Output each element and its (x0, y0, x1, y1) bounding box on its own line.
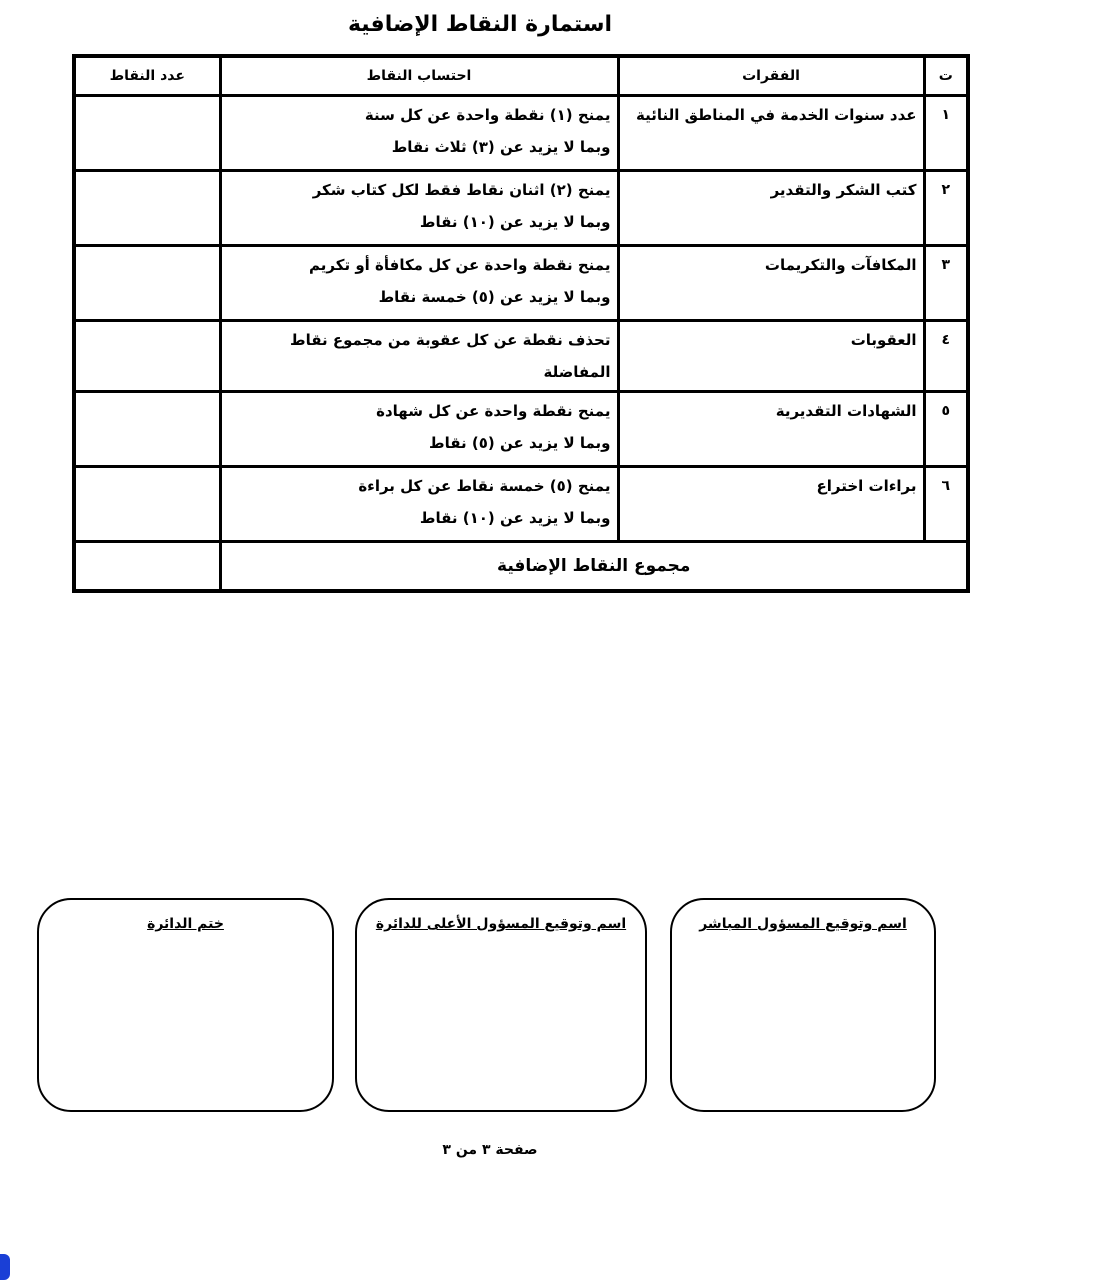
row-item: المكافآت والتكريمات (618, 246, 924, 321)
senior-official-label: اسم وتوقيع المسؤول الأعلى للدائرة (375, 916, 627, 932)
row-item: الشهادات التقديرية (618, 392, 924, 467)
senior-official-signature-box[interactable] (355, 898, 647, 1112)
corner-mark-icon (0, 1254, 10, 1280)
table-row (74, 392, 968, 467)
calc-line-1: يمنح (٢) اثنان نقاط فقط لكل كتاب شكر (312, 181, 611, 199)
row-index: ٥ (924, 392, 968, 467)
header-calculation: احتساب النقاط (220, 56, 618, 96)
calc-line-1: يمنح (٥) خمسة نقاط عن كل براءة (358, 477, 611, 495)
row-item: عدد سنوات الخدمة في المناطق النائية (618, 96, 924, 171)
total-label: مجموع النقاط الإضافية (220, 542, 968, 592)
row-item: العقوبات (618, 321, 924, 392)
row-index: ٣ (924, 246, 968, 321)
header-points: عدد النقاط (74, 56, 220, 96)
row-points-cell[interactable] (74, 246, 220, 321)
direct-manager-label: اسم وتوقيع المسؤول المباشر (699, 916, 907, 932)
calc-line-2: وبما لا يزيد عن (١٠) نقاط (419, 213, 611, 231)
row-calculation (220, 171, 618, 246)
row-calculation (220, 96, 618, 171)
row-points-cell[interactable] (74, 171, 220, 246)
calc-line-1: تحذف نقطة عن كل عقوبة من مجموع نقاط المفاضلة (290, 331, 611, 381)
table-row (74, 321, 968, 392)
table-row (74, 246, 968, 321)
calc-line-1: يمنح نقطة واحدة عن كل شهادة (376, 402, 611, 420)
table-row (74, 171, 968, 246)
row-calculation (220, 246, 618, 321)
department-stamp-label: ختم الدائرة (147, 916, 224, 932)
form-title: استمارة النقاط الإضافية (347, 12, 613, 37)
page-number: صفحة ٣ من ٣ (442, 1142, 538, 1158)
header-index: ت (924, 56, 968, 96)
row-item: براءات اختراع (618, 467, 924, 542)
calc-line-2: وبما لا يزيد عن (٥) نقاط (429, 434, 611, 452)
row-points-cell[interactable] (74, 96, 220, 171)
calc-line-1: يمنح (١) نقطة واحدة عن كل سنة (364, 106, 611, 124)
table-row (74, 467, 968, 542)
row-points-cell[interactable] (74, 392, 220, 467)
extra-points-table (72, 54, 970, 593)
total-value-cell[interactable] (74, 542, 220, 592)
row-index: ٢ (924, 171, 968, 246)
direct-manager-signature-box[interactable] (670, 898, 936, 1112)
calc-line-2: وبما لا يزيد عن (٥) خمسة نقاط (378, 288, 611, 306)
row-calculation (220, 321, 618, 392)
header-item: الفقرات (618, 56, 924, 96)
row-calculation (220, 392, 618, 467)
table-header-row (74, 56, 968, 96)
row-index: ٤ (924, 321, 968, 392)
department-stamp-box[interactable] (37, 898, 334, 1112)
calc-line-1: يمنح نقطة واحدة عن كل مكافأة أو تكريم (309, 256, 611, 274)
calc-line-2: وبما لا يزيد عن (١٠) نقاط (419, 509, 611, 527)
row-item: كتب الشكر والتقدير (618, 171, 924, 246)
table-row (74, 96, 968, 171)
row-points-cell[interactable] (74, 467, 220, 542)
row-index: ١ (924, 96, 968, 171)
total-row (74, 542, 968, 592)
calc-line-2: وبما لا يزيد عن (٣) ثلاث نقاط (391, 138, 611, 156)
row-points-cell[interactable] (74, 321, 220, 392)
row-calculation (220, 467, 618, 542)
row-index: ٦ (924, 467, 968, 542)
